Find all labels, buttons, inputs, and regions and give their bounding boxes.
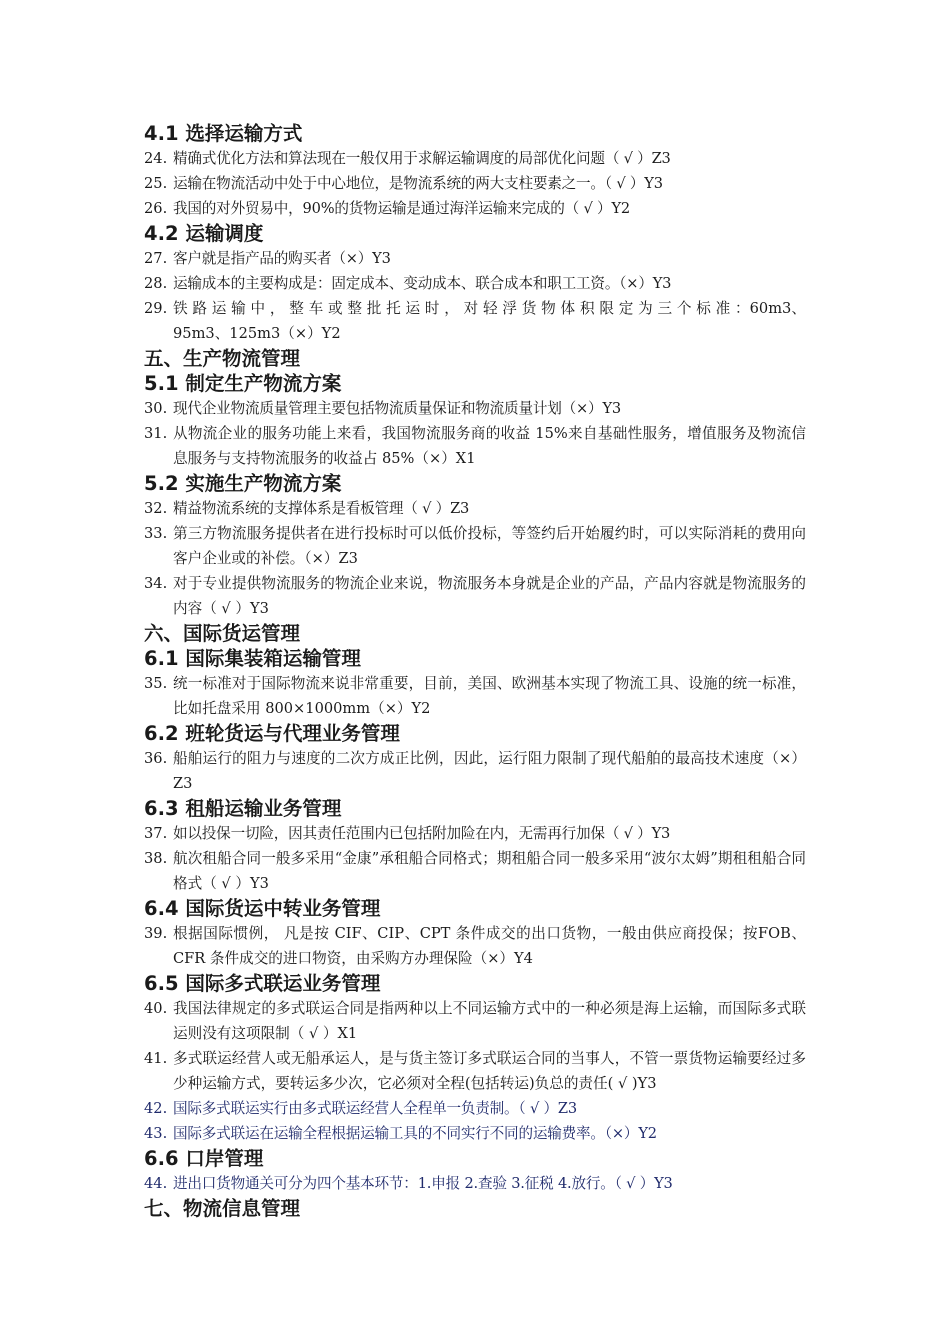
item-text: 航次租船合同一般多采用“金康”承租船合同格式；期租船合同一般多采用“波尔太姆”期租租船合同格式（ √ ）Y3 <box>173 850 806 892</box>
list-item <box>144 396 806 421</box>
item-number: 41. <box>144 1050 168 1067</box>
item-text: 从物流企业的服务功能上来看，我国物流服务商的收益 15%来自基础性服务，增值服务及物流信息服务与支持物流服务的收益占 85%（×）X1 <box>173 425 806 467</box>
list-item <box>144 996 806 1046</box>
item-number: 28. <box>144 275 168 292</box>
section-heading: 6.1 国际集装箱运输管理 <box>144 647 361 670</box>
item-number: 42. <box>144 1100 168 1117</box>
item-number: 30. <box>144 400 168 417</box>
section-heading: 6.4 国际货运中转业务管理 <box>144 897 381 920</box>
item-number: 33. <box>144 525 168 542</box>
item-number: 24. <box>144 150 168 167</box>
section-heading: 5.2 实施生产物流方案 <box>144 472 342 495</box>
section-heading: 4.1 选择运输方式 <box>144 122 303 145</box>
section-heading: 5.1 制定生产物流方案 <box>144 372 342 395</box>
list-item <box>144 846 806 896</box>
list-item <box>144 196 806 221</box>
item-number: 26. <box>144 200 168 217</box>
item-text: 现代企业物流质量管理主要包括物流质量保证和物流质量计划（×）Y3 <box>173 400 621 417</box>
item-number: 43. <box>144 1125 168 1142</box>
list-item <box>144 421 806 471</box>
list-item <box>144 1046 806 1096</box>
chapter-heading: 六、国际货运管理 <box>144 622 301 645</box>
item-text: 进出口货物通关可分为四个基本环节：1.申报 2.查验 3.征税 4.放行。（ √ ）Y3 <box>173 1175 673 1192</box>
list-item <box>144 821 806 846</box>
item-number: 37. <box>144 825 168 842</box>
list-item <box>144 1096 806 1121</box>
section-heading: 4.2 运输调度 <box>144 222 264 245</box>
item-text: 第三方物流服务提供者在进行投标时可以低价投标，等签约后开始履约时，可以实际消耗的费用向客户企业或的补偿。（×）Z3 <box>173 525 806 567</box>
item-number: 34. <box>144 575 168 592</box>
item-text: 精益物流系统的支撑体系是看板管理（ √ ）Z3 <box>173 500 470 517</box>
item-number: 38. <box>144 850 168 867</box>
list-item <box>144 671 806 721</box>
list-item <box>144 146 806 171</box>
document-body <box>144 121 806 1221</box>
item-number: 25. <box>144 175 168 192</box>
list-item <box>144 1121 806 1146</box>
item-text: 客户就是指产品的购买者（×）Y3 <box>173 250 391 267</box>
item-number: 32. <box>144 500 168 517</box>
item-number: 40. <box>144 1000 168 1017</box>
item-number: 29. <box>144 300 168 317</box>
item-text: 铁 路 运 输 中 ， 整 车 或 整 批 托 运 时 ， 对 轻 浮 货 物 体 积 限 定 为 三 个 标 准 ：60m3、95m3、125m3（×）Y2 <box>173 300 806 342</box>
item-number: 35. <box>144 675 168 692</box>
item-text: 如以投保一切险，因其责任范围内已包括附加险在内，无需再行加保（ √ ）Y3 <box>173 825 671 842</box>
item-text: 多式联运经营人或无船承运人，是与货主签订多式联运合同的当事人，不管一票货物运输要经过多少种运输方式，要转运多少次，它必须对全程(包括转运)负总的责任( √ )Y3 <box>173 1050 806 1092</box>
item-text: 统一标准对于国际物流来说非常重要，目前，美国、欧洲基本实现了物流工具、设施的统一标准，比如托盘采用 800×1000mm（×）Y2 <box>173 675 806 717</box>
item-number: 27. <box>144 250 168 267</box>
item-text: 船舶运行的阻力与速度的二次方成正比例，因此，运行阻力限制了现代船舶的最高技术速度（×）Z3 <box>173 750 806 792</box>
chapter-heading: 七、物流信息管理 <box>144 1197 301 1220</box>
item-text: 对于专业提供物流服务的物流企业来说，物流服务本身就是企业的产品，产品内容就是物流服务的内容（ √ ）Y3 <box>173 575 806 617</box>
item-text: 精确式优化方法和算法现在一般仅用于求解运输调度的局部优化问题（ √ ）Z3 <box>173 150 671 167</box>
item-text: 国际多式联运实行由多式联运经营人全程单一负责制。（ √ ）Z3 <box>173 1100 577 1117</box>
chapter-heading: 五、生产物流管理 <box>144 347 301 370</box>
list-item <box>144 496 806 521</box>
item-text: 我国法律规定的多式联运合同是指两种以上不同运输方式中的一种必须是海上运输，而国际多式联运则没有这项限制（ √ ）X1 <box>173 1000 806 1042</box>
list-item <box>144 271 806 296</box>
item-number: 31. <box>144 425 168 442</box>
item-text: 国际多式联运在运输全程根据运输工具的不同实行不同的运输费率。（×）Y2 <box>173 1125 657 1142</box>
item-text: 我国的对外贸易中，90%的货物运输是通过海洋运输来完成的（ √ ）Y2 <box>173 200 630 217</box>
item-text: 运输在物流活动中处于中心地位，是物流系统的两大支柱要素之一。（ √ ）Y3 <box>173 175 663 192</box>
section-heading: 6.2 班轮货运与代理业务管理 <box>144 722 400 745</box>
item-text: 根据国际惯例， 凡是按 CIF、CIP、CPT 条件成交的出口货物，一般由供应商投保；按FOB、CFR 条件成交的进口物资，由采购方办理保险（×）Y4 <box>173 925 806 967</box>
list-item <box>144 571 806 621</box>
list-item <box>144 521 806 571</box>
section-heading: 6.6 口岸管理 <box>144 1147 264 1170</box>
item-number: 36. <box>144 750 168 767</box>
list-item <box>144 171 806 196</box>
item-number: 39. <box>144 925 168 942</box>
list-item <box>144 296 806 346</box>
item-text: 运输成本的主要构成是：固定成本、变动成本、联合成本和职工工资。（×）Y3 <box>173 275 672 292</box>
section-heading: 6.5 国际多式联运业务管理 <box>144 972 381 995</box>
list-item <box>144 746 806 796</box>
list-item <box>144 1171 806 1196</box>
list-item <box>144 921 806 971</box>
list-item <box>144 246 806 271</box>
section-heading: 6.3 租船运输业务管理 <box>144 797 342 820</box>
item-number: 44. <box>144 1175 168 1192</box>
